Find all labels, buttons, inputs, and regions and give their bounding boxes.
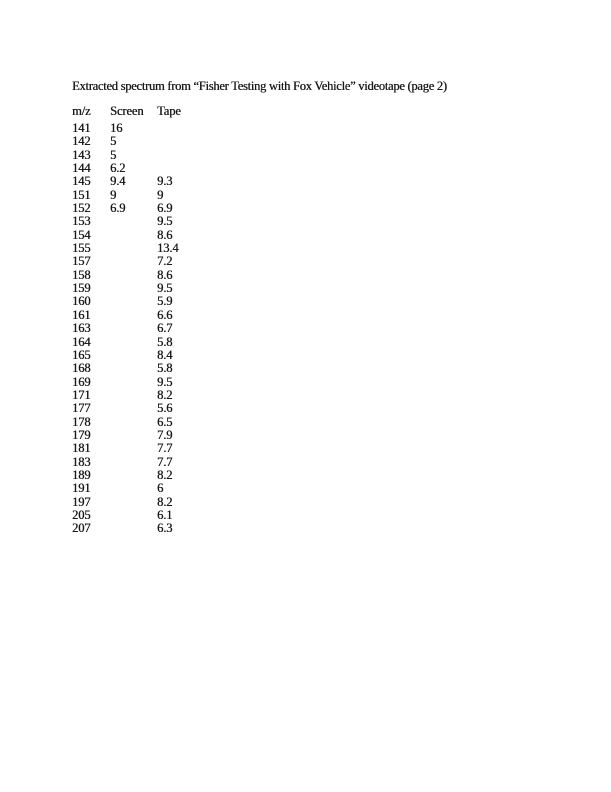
screen-cell: 9.4 [110,174,126,189]
table-header-row [72,105,197,122]
mz-cell: 171 [72,387,91,402]
table-row [72,269,197,282]
table-row [72,309,197,322]
tape-cell: 6.9 [157,201,173,216]
mz-cell: 179 [72,427,91,442]
mz-cell: 207 [72,521,91,536]
table-row [72,389,197,402]
mz-cell: 143 [72,147,91,162]
mz-cell: 141 [72,121,91,135]
mz-cell: 160 [72,294,91,309]
tape-cell: 6.1 [157,507,173,522]
mz-cell: 183 [72,454,91,469]
table-body [72,122,197,536]
mz-cell: 177 [72,401,91,416]
table-row [72,255,197,268]
tape-cell: 6 [157,481,164,496]
tape-cell: 13.4 [157,241,179,256]
mz-cell: 142 [72,134,91,149]
mz-cell: 152 [72,201,91,216]
mz-cell: 159 [72,281,91,296]
table-row [72,416,197,429]
mz-cell: 178 [72,414,91,429]
screen-cell: 16 [110,121,123,135]
tape-cell: 7.7 [157,441,173,456]
tape-cell: 5.6 [157,401,173,416]
table-row [72,242,197,255]
mz-cell: 165 [72,347,91,362]
table-row [72,322,197,335]
table-row [72,202,197,215]
screen-cell: 5 [110,147,117,162]
table-row [72,162,197,175]
table-row [72,122,197,135]
mz-cell: 205 [72,507,91,522]
mz-cell: 161 [72,307,91,322]
table-row [72,336,197,349]
table-row [72,349,197,362]
tape-cell: 6.7 [157,321,173,336]
tape-cell: 6.6 [157,307,173,322]
screen-cell: 6.9 [110,201,126,216]
tape-cell: 9.5 [157,214,173,229]
tape-cell: 5.8 [157,361,173,376]
tape-cell: 5.9 [157,294,173,309]
mz-cell: 157 [72,254,91,269]
table-row [72,295,197,308]
mz-cell: 144 [72,161,91,176]
mz-cell: 153 [72,214,91,229]
table-row [72,362,197,375]
spectrum-table [72,105,197,536]
tape-cell: 9.5 [157,374,173,389]
table-row [72,469,197,482]
mz-cell: 181 [72,441,91,456]
table-row [72,522,197,535]
tape-cell: 8.2 [157,387,173,402]
table-row [72,189,197,202]
tape-cell: 8.6 [157,227,173,242]
table-row [72,149,197,162]
table-row [72,229,197,242]
table-row [72,175,197,188]
table-row [72,482,197,495]
column-header-tape: Tape [157,104,181,118]
table-row [72,456,197,469]
screen-cell: 5 [110,134,117,149]
page-title: Extracted spectrum from “Fisher Testing with Fox Vehicle” videotape (page 2) [72,79,447,93]
table-row [72,442,197,455]
tape-cell: 8.4 [157,347,173,362]
mz-cell: 189 [72,467,91,482]
table-row [72,402,197,415]
mz-cell: 197 [72,494,91,509]
table-row [72,429,197,442]
table-row [72,135,197,148]
mz-cell: 155 [72,241,91,256]
mz-cell: 145 [72,174,91,189]
tape-cell: 5.8 [157,334,173,349]
tape-cell: 9 [157,187,164,202]
mz-cell: 163 [72,321,91,336]
mz-cell: 154 [72,227,91,242]
mz-cell: 164 [72,334,91,349]
tape-cell: 8.2 [157,494,173,509]
mz-cell: 169 [72,374,91,389]
mz-cell: 191 [72,481,91,496]
tape-cell: 7.9 [157,427,173,442]
tape-cell: 8.6 [157,267,173,282]
tape-cell: 9.5 [157,281,173,296]
table-row [72,376,197,389]
screen-cell: 6.2 [110,161,126,176]
tape-cell: 9.3 [157,174,173,189]
tape-cell: 6.3 [157,521,173,536]
mz-cell: 151 [72,187,91,202]
screen-cell: 9 [110,187,117,202]
table-row [72,282,197,295]
column-header-mz: m/z [72,104,91,118]
mz-cell: 168 [72,361,91,376]
tape-cell: 8.2 [157,467,173,482]
table-row [72,509,197,522]
tape-cell: 6.5 [157,414,173,429]
mz-cell: 158 [72,267,91,282]
table-row [72,215,197,228]
table-row [72,496,197,509]
column-header-screen: Screen [110,104,144,118]
tape-cell: 7.2 [157,254,173,269]
tape-cell: 7.7 [157,454,173,469]
